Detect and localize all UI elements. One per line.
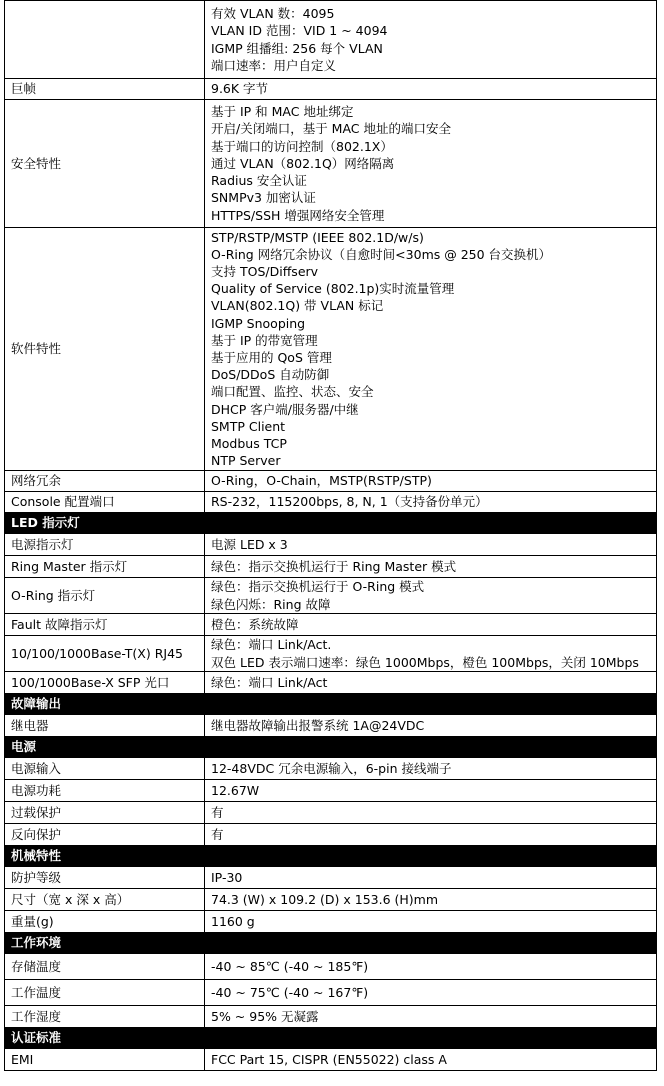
spec-label: O-Ring 指示灯 (5, 578, 205, 614)
spec-value-line: 继电器故障输出报警系统 1A@24VDC (211, 717, 425, 733)
spec-value-line: 有 (211, 826, 224, 842)
spec-value-line: 通过 VLAN（802.1Q）网络隔离 (211, 155, 395, 171)
spec-value-line: 端口配置、监控、状态、安全 (211, 384, 374, 400)
table-row (5, 802, 657, 824)
spec-value (205, 889, 657, 911)
spec-value-line: 支持 TOS/Diffserv (211, 263, 319, 279)
spec-value (205, 802, 657, 824)
spec-value-line: DHCP 客户端/服务器/中继 (211, 401, 359, 417)
table-row (5, 867, 657, 889)
spec-label: 网络冗余 (5, 471, 205, 492)
section-header (5, 1028, 657, 1049)
spec-value-line: O-Ring 网络冗余协议（自愈时间<30ms @ 250 台交换机） (211, 246, 552, 262)
table-row (5, 980, 657, 1006)
spec-value (205, 100, 657, 228)
spec-label (5, 1, 205, 79)
table-row (5, 954, 657, 980)
spec-value-line: 有效 VLAN 数：4095 (211, 6, 335, 22)
spec-table-body (5, 1, 657, 1071)
spec-value (205, 492, 657, 513)
spec-value-line: 基于端口的访问控制（802.1X） (211, 138, 393, 154)
spec-value (205, 79, 657, 100)
spec-label: 存储温度 (5, 954, 205, 980)
table-row (5, 1049, 657, 1071)
spec-value (205, 534, 657, 556)
spec-value (205, 636, 657, 672)
spec-value-line: RS-232，115200bps, 8, N, 1（支持备份单元） (211, 494, 488, 510)
spec-value-line: FCC Part 15, CISPR (EN55022) class A (211, 1051, 447, 1067)
table-row (5, 100, 657, 228)
table-row (5, 492, 657, 513)
spec-label: 防护等级 (5, 867, 205, 889)
spec-value (205, 715, 657, 737)
spec-value (205, 1049, 657, 1071)
spec-value (205, 758, 657, 780)
spec-label: 继电器 (5, 715, 205, 737)
spec-value-line: IGMP 组播组: 256 每个 VLAN (211, 40, 383, 56)
spec-label: Console 配置端口 (5, 492, 205, 513)
table-row (5, 1, 657, 79)
spec-value-line: 有 (211, 804, 224, 820)
spec-value-line: 橙色：系统故障 (211, 616, 299, 632)
spec-value (205, 1006, 657, 1028)
spec-label: 软件特性 (5, 228, 205, 471)
spec-label: 过载保护 (5, 802, 205, 824)
spec-value (205, 1, 657, 79)
spec-value (205, 867, 657, 889)
spec-value-line: 74.3 (W) x 109.2 (D) x 153.6 (H)mm (211, 891, 439, 907)
table-row (5, 715, 657, 737)
spec-label: Fault 故障指示灯 (5, 614, 205, 636)
spec-label: 电源指示灯 (5, 534, 205, 556)
spec-label: 电源功耗 (5, 780, 205, 802)
spec-label: 100/1000Base-X SFP 光口 (5, 672, 205, 694)
spec-value-line: 9.6K 字节 (211, 81, 269, 97)
spec-value-line: Radius 安全认证 (211, 173, 307, 189)
spec-value-line: 基于 IP 和 MAC 地址绑定 (211, 104, 354, 120)
table-row (5, 534, 657, 556)
spec-label: 安全特性 (5, 100, 205, 228)
spec-value-line: STP/RSTP/MSTP (IEEE 802.1D/w/s) (211, 229, 424, 245)
spec-value-line: 双色 LED 表示端口速率：绿色 1000Mbps，橙色 100Mbps，关闭 10Mbps (211, 654, 639, 670)
table-row (5, 758, 657, 780)
spec-label: 电源输入 (5, 758, 205, 780)
spec-table (4, 0, 657, 1071)
spec-value-line: SMTP Client (211, 418, 286, 434)
spec-value-line: 开启/关闭端口，基于 MAC 地址的端口安全 (211, 121, 452, 137)
section-header (5, 933, 657, 954)
spec-value (205, 780, 657, 802)
spec-value (205, 824, 657, 846)
table-row (5, 79, 657, 100)
table-row (5, 614, 657, 636)
table-row (5, 471, 657, 492)
spec-value-line: VLAN(802.1Q) 带 VLAN 标记 (211, 298, 384, 314)
spec-value-line: 绿色闪烁：Ring 故障 (211, 596, 331, 612)
section-title: 电源 (5, 737, 657, 758)
spec-value-line: 绿色：指示交换机运行于 O-Ring 模式 (211, 579, 425, 595)
spec-value-line: 12.67W (211, 782, 260, 798)
section-title: 机械特性 (5, 846, 657, 867)
spec-value (205, 614, 657, 636)
spec-value-line: HTTPS/SSH 增强网络安全管理 (211, 207, 385, 223)
spec-value-line: 绿色：端口 Link/Act. (211, 637, 332, 653)
spec-value (205, 556, 657, 578)
spec-label: 尺寸（宽 x 深 x 高） (5, 889, 205, 911)
table-row (5, 824, 657, 846)
section-title: 工作环境 (5, 933, 657, 954)
spec-value (205, 672, 657, 694)
spec-value (205, 578, 657, 614)
spec-value-line: -40 ~ 75℃ (-40 ~ 167℉) (211, 984, 369, 1000)
spec-value (205, 471, 657, 492)
spec-label: EMI (5, 1049, 205, 1071)
section-title: 认证标准 (5, 1028, 657, 1049)
spec-value-line: IGMP Snooping (211, 315, 306, 331)
spec-label: 巨帧 (5, 79, 205, 100)
spec-value-line: NTP Server (211, 453, 281, 469)
spec-label: 反向保护 (5, 824, 205, 846)
spec-label: 工作温度 (5, 980, 205, 1006)
spec-value-line: 基于应用的 QoS 管理 (211, 350, 332, 365)
spec-value-line: VLAN ID 范围：VID 1 ~ 4094 (211, 23, 388, 39)
section-header (5, 513, 657, 534)
section-title: LED 指示灯 (5, 513, 657, 534)
spec-value-line: 绿色：指示交换机运行于 Ring Master 模式 (211, 558, 457, 574)
table-row (5, 228, 657, 471)
spec-value-line: 基于 IP 的带宽管理 (211, 332, 318, 348)
spec-label: 10/100/1000Base-T(X) RJ45 (5, 636, 205, 672)
spec-label: 重量(g) (5, 911, 205, 933)
section-header (5, 737, 657, 758)
table-row (5, 889, 657, 911)
spec-value-line: 1160 g (211, 913, 255, 929)
spec-value (205, 954, 657, 980)
table-row (5, 911, 657, 933)
spec-value-line: 5% ~ 95% 无凝露 (211, 1008, 319, 1024)
table-row (5, 672, 657, 694)
spec-value-line: -40 ~ 85℃ (-40 ~ 185℉) (211, 958, 369, 974)
spec-value (205, 980, 657, 1006)
section-title: 故障输出 (5, 694, 657, 715)
spec-value-line: O-Ring，O-Chain，MSTP(RSTP/STP) (211, 473, 432, 489)
spec-value (205, 228, 657, 471)
spec-label: Ring Master 指示灯 (5, 556, 205, 578)
spec-value (205, 911, 657, 933)
spec-value-line: 电源 LED x 3 (211, 536, 288, 552)
spec-value-line: IP-30 (211, 869, 243, 885)
spec-value-line: 端口速率：用户自定义 (211, 57, 337, 73)
table-row (5, 1006, 657, 1028)
spec-value-line: 12-48VDC 冗余电源输入，6-pin 接线端子 (211, 760, 452, 776)
section-header (5, 694, 657, 715)
table-row (5, 578, 657, 614)
spec-value-line: DoS/DDoS 自动防御 (211, 367, 330, 383)
spec-value-line: Quality of Service (802.1p)实时流量管理 (211, 281, 455, 297)
table-row (5, 780, 657, 802)
table-row (5, 556, 657, 578)
spec-value-line: Modbus TCP (211, 436, 287, 452)
spec-value-line: SNMPv3 加密认证 (211, 190, 316, 206)
spec-label: 工作湿度 (5, 1006, 205, 1028)
spec-value-line: 绿色：端口 Link/Act (211, 674, 328, 690)
table-row (5, 636, 657, 672)
section-header (5, 846, 657, 867)
